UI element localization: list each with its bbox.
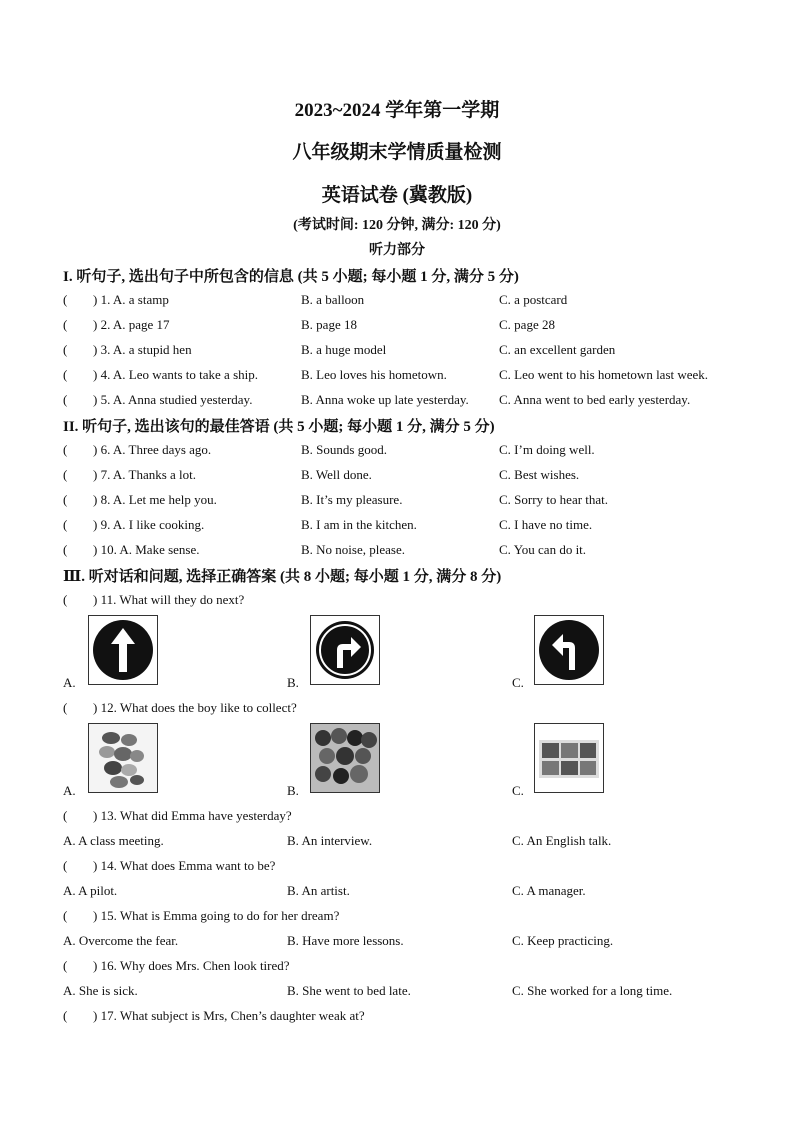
option-c: C. Keep practicing. [512,933,614,948]
straight-arrow-sign-icon[interactable] [88,615,158,685]
option-c: C. A manager. [512,883,586,898]
option-b-label: B. [287,783,299,798]
option-b: B. She went to bed late. [287,983,411,998]
option-c: C. Best wishes. [499,467,580,482]
option-b: B. page 18 [301,317,357,332]
option-c: C. She worked for a long time. [512,983,673,998]
option-c: C. Sorry to hear that. [499,492,609,507]
question-option-a: ) 5. A. Anna studied yesterday. [93,392,253,407]
question-option-a: ) 7. A. Thanks a lot. [93,467,197,482]
question-text: ) 11. What will they do next? [93,592,245,607]
question-text: ) 16. Why does Mrs. Chen look tired? [93,958,290,973]
option-c: C. a postcard [499,292,568,307]
q16-options [63,983,763,1003]
question-option-a: ) 8. A. Let me help you. [93,492,217,507]
option-b: B. An interview. [287,833,373,848]
answer-paren[interactable]: ( [63,517,68,532]
answer-paren[interactable]: ( [63,700,68,715]
answer-paren[interactable]: ( [63,292,68,307]
option-c: C. page 28 [499,317,555,332]
stones-photo-icon[interactable] [88,723,158,793]
option-a-label: A. [63,783,76,798]
option-c: C. Leo went to his hometown last week. [499,367,709,382]
question-text: ) 13. What did Emma have yesterday? [93,808,292,823]
question-text: ) 12. What does the boy like to collect? [93,700,297,715]
option-c-label: C. [512,783,524,798]
option-a: A. A class meeting. [63,833,164,848]
option-b: B. Sounds good. [301,442,387,457]
answer-paren[interactable]: ( [63,317,68,332]
answer-paren[interactable]: ( [63,958,68,973]
q12-image-options [63,723,763,799]
question-text: ) 17. What subject is Mrs, Chen’s daughter weak at? [93,1008,365,1023]
answer-paren[interactable]: ( [63,858,68,873]
option-a-label: A. [63,675,76,690]
section-3-title: Ⅲ. 听对话和问题, 选择正确答案 (共 8 小题; 每小题 1 分, 满分 8 分) [63,569,502,585]
question-row [63,442,763,462]
listening-part-title: 听力部分 [369,243,425,258]
stamps-photo-icon[interactable] [534,723,604,793]
option-b: B. An artist. [287,883,350,898]
question-row [63,467,763,487]
question-option-a: ) 3. A. a stupid hen [93,342,192,357]
option-b: B. It’s my pleasure. [301,492,403,507]
option-c: C. An English talk. [512,833,612,848]
option-c: C. I’m doing well. [499,442,595,457]
option-b: B. Anna woke up late yesterday. [301,392,469,407]
q14-options [63,883,763,903]
section-2-title: II. 听句子, 选出该句的最佳答语 (共 5 小题; 每小题 1 分, 满分 5 分) [63,419,495,435]
option-c-label: C. [512,675,524,690]
left-turn-sign-icon[interactable] [534,615,604,685]
option-b: B. a balloon [301,292,365,307]
option-b: B. Well done. [301,467,372,482]
question-text: ) 15. What is Emma going to do for her dream? [93,908,340,923]
right-turn-sign-icon[interactable] [310,615,380,685]
q13-options [63,833,763,853]
option-a: A. She is sick. [63,983,138,998]
exam-time-info: (考试时间: 120 分钟, 满分: 120 分) [293,218,501,233]
question-option-a: ) 6. A. Three days ago. [93,442,212,457]
q15-options [63,933,763,953]
question-option-a: ) 9. A. I like cooking. [93,517,205,532]
option-c: C. I have no time. [499,517,593,532]
question-option-a: ) 2. A. page 17 [93,317,170,332]
answer-paren[interactable]: ( [63,542,68,557]
question-option-a: ) 1. A. a stamp [93,292,169,307]
option-b: B. No noise, please. [301,542,405,557]
question-row [63,292,763,312]
option-b: B. a huge model [301,342,387,357]
question-row [63,517,763,537]
answer-paren[interactable]: ( [63,442,68,457]
option-b: B. I am in the kitchen. [301,517,417,532]
question-row [63,367,763,387]
answer-paren[interactable]: ( [63,342,68,357]
option-b: B. Leo loves his hometown. [301,367,447,382]
option-c: C. Anna went to bed early yesterday. [499,392,691,407]
exam-year-title: 2023~2024 学年第一学期 [294,100,500,121]
answer-paren[interactable]: ( [63,808,68,823]
answer-paren[interactable]: ( [63,367,68,382]
option-c: C. an excellent garden [499,342,616,357]
option-c: C. You can do it. [499,542,587,557]
q11-image-options [63,615,763,691]
answer-paren[interactable]: ( [63,392,68,407]
answer-paren[interactable]: ( [63,908,68,923]
answer-paren[interactable]: ( [63,467,68,482]
option-a: A. A pilot. [63,883,118,898]
option-b-label: B. [287,675,299,690]
question-row [63,392,763,412]
question-row [63,342,763,362]
question-text: ) 14. What does Emma want to be? [93,858,276,873]
question-row [63,492,763,512]
question-option-a: ) 10. A. Make sense. [93,542,200,557]
question-row [63,542,763,562]
question-option-a: ) 4. A. Leo wants to take a ship. [93,367,258,382]
answer-paren[interactable]: ( [63,1008,68,1023]
exam-subject-title: 英语试卷 (冀教版) [321,185,473,206]
option-b: B. Have more lessons. [287,933,404,948]
coins-photo-icon[interactable] [310,723,380,793]
answer-paren[interactable]: ( [63,492,68,507]
exam-grade-title: 八年级期末学情质量检测 [292,142,502,163]
answer-paren[interactable]: ( [63,592,68,607]
question-row [63,317,763,337]
option-a: A. Overcome the fear. [63,933,179,948]
section-1-title: I. 听句子, 选出句子中所包含的信息 (共 5 小题; 每小题 1 分, 满分 5 分) [63,269,519,285]
